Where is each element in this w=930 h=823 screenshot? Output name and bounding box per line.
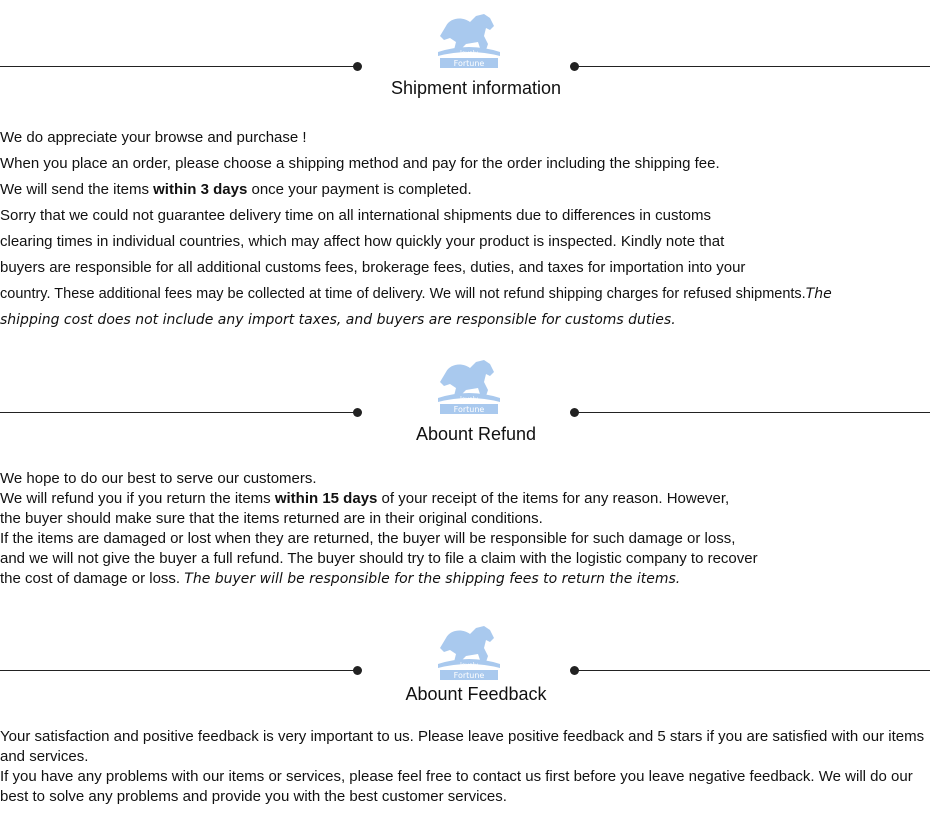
shipment-section-header [0,12,930,102]
refund-line: the buyer should make sure that the items returned are in their original conditions. [0,510,543,527]
shipment-line: We do appreciate your browse and purchase ! [0,129,307,146]
feedback-text [0,727,925,807]
shipment-line: shipping cost does not include any import taxes, and buyers are responsible for customs duties. [0,312,676,328]
refund-line: If the items are damaged or lost when they are returned, the buyer will be responsible for such damage or loss, [0,530,736,547]
divider-line-right [575,412,930,413]
section-title: Abount Refund [415,424,537,444]
rocking-horse-logo [436,12,502,70]
feedback-section-header [0,616,930,706]
refund-line: We will refund you if you return the items within 15 days of your receipt of the items for any reason. However, [0,490,730,507]
refund-line: and we will not give the buyer a full refund. The buyer should try to file a claim with the logistic company to recover [0,550,758,567]
section-title: Shipment information [390,78,562,98]
feedback-paragraph: Your satisfaction and positive feedback is very important to us. Please leave positive feedback and 5 stars if you are satisfied with our items and services. [0,728,925,765]
svg-text:Fortune: Fortune [453,671,485,680]
refund-text [0,469,930,589]
refund-section-header [0,358,930,448]
section-title: Abount Feedback [405,684,547,704]
shipment-line: Sorry that we could not guarantee delivery time on all international shipments due to differences in customs [0,207,711,224]
refund-line: We hope to do our best to serve our customers. [0,470,317,487]
refund-line: the cost of damage or loss. The buyer will be responsible for the shipping fees to return the items. [0,570,681,587]
divider-dot-left [353,666,362,675]
divider-dot-left [353,62,362,71]
rocking-horse-logo [436,624,502,682]
refund-time-highlight: within 15 days [274,490,378,507]
shipment-line: clearing times in individual countries, which may affect how quickly your product is inspected. Kindly note that [0,233,725,250]
divider-line-left [0,66,356,67]
divider-dot-left [353,408,362,417]
divider-line-left [0,412,356,413]
divider-line-left [0,670,356,671]
shipment-line: country. These additional fees may be collected at time of delivery. We will not refund shipping charges for refused shipments.The [0,286,832,302]
divider-line-right [575,670,930,671]
svg-text:lovely: lovely [460,662,478,669]
svg-text:Fortune: Fortune [453,405,485,414]
shipping-time-highlight: within 3 days [153,181,248,198]
shipment-text [0,125,930,333]
divider-line-right [575,66,930,67]
feedback-paragraph: If you have any problems with our items or services, please feel free to contact us first before you leave negative feedback. We will do our best to solve any problems and provide you with the best customer services. [0,768,913,805]
shipment-line: We will send the items within 3 days once your payment is completed. [0,181,472,198]
svg-text:Fortune: Fortune [453,59,485,68]
rocking-horse-logo [436,358,502,416]
shipment-line: When you place an order, please choose a shipping method and pay for the order including the shipping fee. [0,155,720,172]
svg-text:lovely: lovely [460,396,478,403]
shipment-line: buyers are responsible for all additional customs fees, brokerage fees, duties, and taxes for importation into your [0,259,746,276]
svg-text:lovely: lovely [460,50,478,57]
